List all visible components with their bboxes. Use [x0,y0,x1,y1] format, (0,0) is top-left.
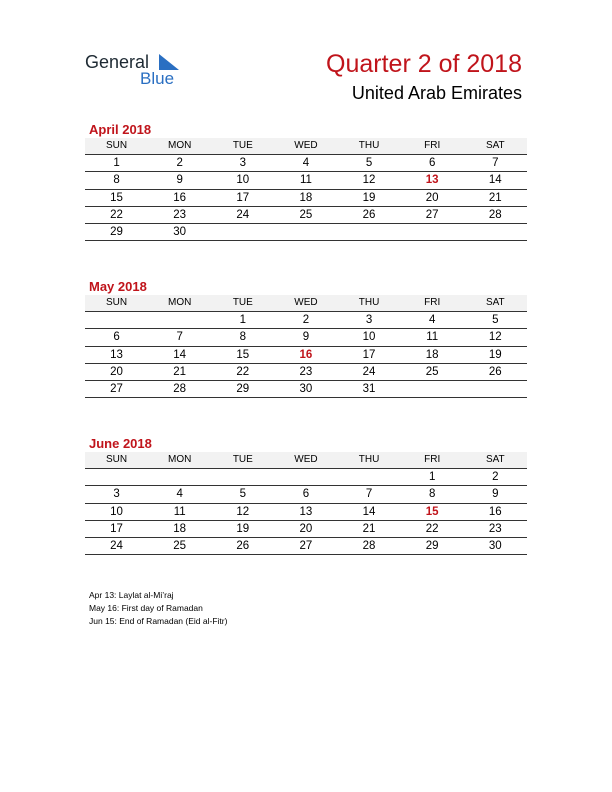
day-cell: 13 [299,505,313,518]
day-cell: 5 [365,157,373,170]
day-cell [338,224,401,240]
holiday-note: Jun 15: End of Ramadan (Eid al-Fitr) [89,616,228,626]
logo-blue-text: Blue [140,69,175,88]
day-cell: 20 [299,522,313,535]
day-cell: 10 [236,174,250,187]
weekday-label: SUN [106,454,128,465]
day-cell: 29 [236,382,250,395]
day-cell: 19 [236,522,250,535]
day-cell [401,381,464,397]
day-cell: 22 [425,522,439,535]
weekday-header-row [85,138,527,155]
month-june [85,436,527,555]
day-cell: 3 [239,157,247,170]
weekday-label: FRI [424,140,441,151]
week-row [85,207,527,224]
week-row [85,521,527,538]
week-row [85,312,527,329]
day-cell: 26 [362,208,376,221]
day-cell: 18 [425,348,439,361]
day-cell: 2 [492,471,499,484]
day-cell: 23 [488,522,502,535]
day-cell: 22 [110,208,123,221]
weekday-label: SUN [106,297,128,308]
day-cell: 2 [176,157,183,170]
day-cell: 25 [425,365,439,378]
day-cell: 29 [110,225,123,238]
day-cell: 4 [302,157,310,170]
day-cell: 12 [236,505,250,518]
month-may [85,279,527,398]
day-cell: 11 [173,505,186,518]
day-cell: 20 [110,365,123,378]
calendar-grid [85,452,527,555]
holiday-note: May 16: First day of Ramadan [89,603,203,613]
week-row [85,347,527,364]
month-title: June 2018 [89,436,152,451]
day-cell: 21 [173,365,187,378]
day-cell [274,469,337,485]
calendar-grid [85,138,527,241]
country-name: United Arab Emirates [351,83,522,103]
day-cell: 13 [110,348,123,361]
holiday-note: Apr 13: Laylat al-Mi’raj [89,590,174,600]
weekday-label: THU [358,297,380,308]
month-title: April 2018 [89,122,152,137]
day-cell: 28 [362,539,376,552]
generalblue-logo [85,50,195,90]
day-cell: 27 [425,208,439,221]
weekday-label: WED [294,454,318,465]
day-cell: 17 [110,522,123,535]
week-row [85,190,527,207]
day-cell: 8 [239,331,247,344]
day-cell: 1 [113,157,120,170]
weekday-label: WED [294,297,318,308]
week-row [85,504,527,521]
holiday-day-cell: 13 [425,174,439,187]
weekday-label: MON [168,140,192,151]
day-cell: 12 [488,331,502,344]
day-cell: 9 [492,488,499,501]
week-row [85,329,527,346]
day-cell: 23 [173,208,187,221]
day-cell: 28 [173,382,187,395]
day-cell: 6 [428,157,436,170]
day-cell: 24 [110,539,123,552]
day-cell: 30 [173,225,187,238]
day-cell: 4 [428,314,436,327]
page-title: Quarter 2 of 2018 [326,50,522,78]
day-cell: 16 [173,191,187,204]
week-row [85,469,527,486]
day-cell: 7 [365,488,373,501]
weekday-label: SAT [485,454,505,465]
week-row [85,486,527,503]
day-cell [211,469,274,485]
weekday-label: SUN [106,140,128,151]
logo-general-text: General [85,52,150,72]
week-row [85,364,527,381]
day-cell: 12 [362,174,376,187]
day-cell: 9 [176,174,183,187]
weekday-label: TUE [232,297,253,308]
weekday-label: SAT [485,297,505,308]
day-cell: 14 [173,348,187,361]
day-cell: 8 [428,488,436,501]
day-cell: 11 [299,174,312,187]
week-row [85,224,527,241]
day-cell: 8 [113,174,120,187]
day-cell: 30 [488,539,502,552]
day-cell: 14 [362,505,376,518]
day-cell: 19 [362,191,376,204]
week-row [85,155,527,172]
weekday-header-row [85,295,527,312]
day-cell: 22 [236,365,250,378]
day-cell: 29 [425,539,439,552]
day-cell: 17 [236,191,250,204]
day-cell [148,469,211,485]
day-cell: 19 [488,348,502,361]
day-cell: 3 [365,314,373,327]
day-cell: 21 [488,191,502,204]
day-cell: 26 [236,539,250,552]
day-cell: 9 [302,331,310,344]
weekday-label: WED [294,140,318,151]
day-cell: 3 [113,488,120,501]
weekday-label: THU [358,454,380,465]
day-cell: 1 [428,471,436,484]
holiday-day-cell: 15 [425,505,439,518]
day-cell: 30 [299,382,313,395]
day-cell [464,381,527,397]
weekday-label: TUE [232,454,253,465]
day-cell: 1 [239,314,247,327]
day-cell: 6 [113,331,120,344]
weekday-header-row [85,452,527,469]
calendar-grid [85,295,527,398]
weekday-label: THU [358,140,380,151]
day-cell: 14 [488,174,502,187]
day-cell: 5 [492,314,499,327]
week-row [85,172,527,189]
day-cell: 21 [362,522,376,535]
day-cell: 10 [110,505,123,518]
day-cell: 10 [362,331,376,344]
day-cell: 17 [362,348,376,361]
holiday-day-cell: 16 [299,348,313,361]
week-row [85,538,527,555]
day-cell: 26 [488,365,502,378]
day-cell: 6 [302,488,310,501]
day-cell: 24 [362,365,376,378]
day-cell: 18 [173,522,187,535]
day-cell: 7 [176,331,183,344]
month-title: May 2018 [89,279,147,294]
weekday-label: MON [168,297,192,308]
day-cell: 23 [299,365,313,378]
week-row [85,381,527,398]
day-cell: 7 [492,157,499,170]
day-cell: 31 [362,382,376,395]
day-cell: 24 [236,208,250,221]
weekday-label: FRI [424,454,441,465]
day-cell [85,312,148,328]
day-cell: 27 [110,382,123,395]
month-april [85,122,527,241]
day-cell [338,469,401,485]
weekday-label: MON [168,454,192,465]
day-cell [274,224,337,240]
day-cell [401,224,464,240]
day-cell: 4 [176,488,183,501]
day-cell [148,312,211,328]
weekday-label: SAT [485,140,505,151]
weekday-label: TUE [232,140,253,151]
day-cell [85,469,148,485]
day-cell: 27 [299,539,313,552]
day-cell: 28 [488,208,502,221]
day-cell: 18 [299,191,313,204]
day-cell: 25 [173,539,187,552]
day-cell: 16 [488,505,502,518]
day-cell: 25 [299,208,313,221]
logo-triangle-icon [159,54,179,70]
weekday-label: FRI [424,297,441,308]
day-cell [464,224,527,240]
day-cell [211,224,274,240]
day-cell: 11 [426,331,439,344]
day-cell: 15 [236,348,250,361]
day-cell: 2 [302,314,310,327]
day-cell: 20 [425,191,439,204]
day-cell: 15 [110,191,123,204]
day-cell: 5 [239,488,247,501]
holiday-notes [89,589,227,628]
